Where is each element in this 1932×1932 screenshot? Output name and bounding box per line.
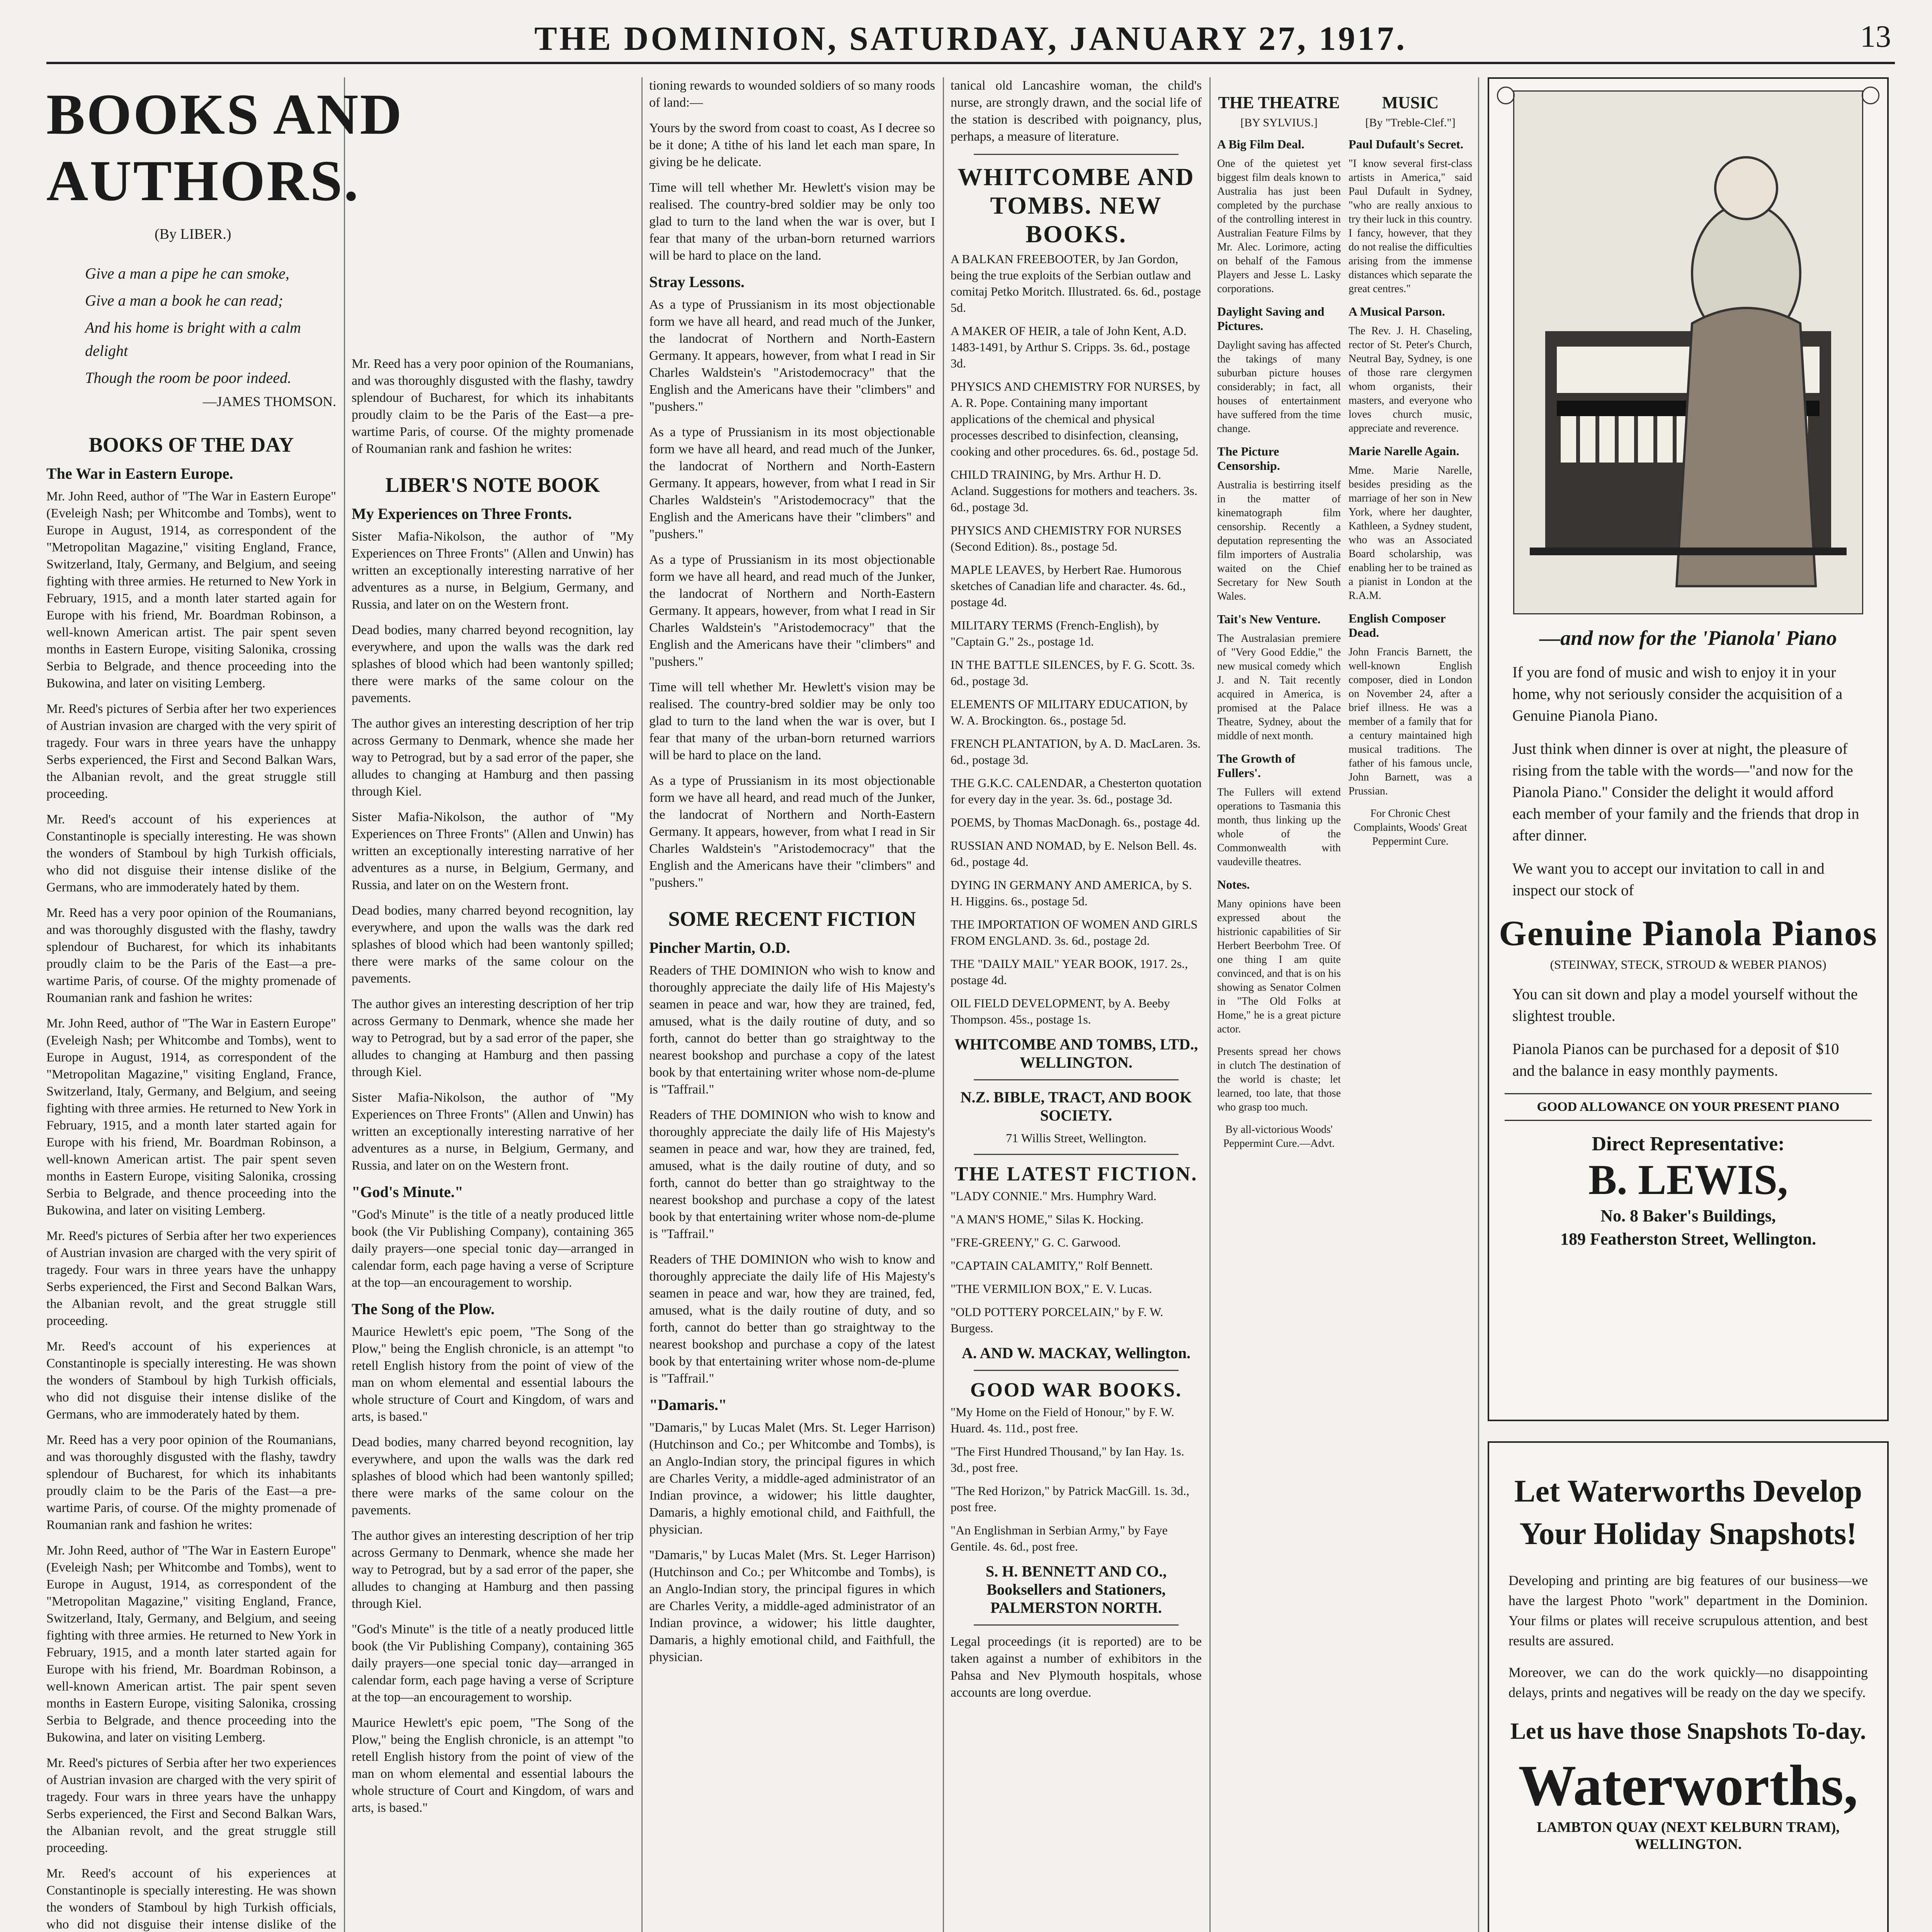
article-paragraph: "God's Minute" is the title of a neatly produced little book (the Vir Publishing Company), containing 365 daily prayers—one special tonic day—arranged in calendar form, each page having a verse of Scripture at the top—an encouragement to worship.: [352, 1208, 634, 1290]
article-paragraph: Dead bodies, many charred beyond recognition, lay everywhere, and upon the walls was the dark red splashes of blood which had been wantonly spilled; there were marks of the same colour on the pavements.: [352, 623, 634, 705]
advert-heading: Let Waterworths Develop Your Holiday Snapshots!: [1514, 1473, 1862, 1551]
advert-paragraph: You can sit down and play a model yourself without the slightest trouble.: [1512, 985, 1858, 1024]
article-paragraph: Mr. Reed has a very poor opinion of the Roumanians, and was thoroughly disgusted with the flashy, tawdry splendour of Bucharest, for which its inhabitants proudly claim to be the Paris of the East—a pre-wartime Paris, of course. Of the mighty promenade of Roumanian rank and fashion he writes:: [46, 1433, 336, 1532]
article-paragraph: "I know several first-class artists in America," said Paul Dufault in Sydney, "who are really anxious to try their luck in this country. I fancy, however, that they do not realise the difficulties arising from the immense distances which separate the great centres.": [1349, 158, 1472, 295]
advert-heading: THE LATEST FICTION.: [954, 1163, 1198, 1185]
theatre-byline: [BY SYLVIUS.]: [1240, 116, 1318, 129]
advert-heading: N.Z. BIBLE, TRACT, AND BOOK SOCIETY.: [960, 1088, 1192, 1124]
advert-paragraph: Pianola Pianos can be purchased for a deposit of $10 and the balance in easy monthly payments.: [1512, 1040, 1839, 1079]
fiction-column: [649, 77, 935, 1932]
book-listing: "The Red Horizon," by Patrick MacGill. 1s. 3d., post free.: [951, 1484, 1190, 1514]
column-rule: [943, 77, 944, 1932]
book-listing: FRENCH PLANTATION, by A. D. MacLaren. 3s. 6d., postage 3d.: [951, 736, 1201, 767]
book-listing: "The First Hundred Thousand," by Ian Hay. 1s. 3d., post free.: [951, 1444, 1184, 1475]
book-listing: CHILD TRAINING, by Mrs. Arthur H. D. Acland. Suggestions for mothers and teachers. 3s. 6d., postage 3d.: [951, 468, 1197, 514]
section-heading: THE THEATRE: [1218, 93, 1340, 112]
advert-footer: S. H. BENNETT AND CO., Booksellers and Stationers, PALMERSTON NORTH.: [985, 1563, 1167, 1616]
article-paragraph: Mr. Reed's account of his experiences at Constantinople is specially interesting. He was shown the wonders of Stamboul by high Turkish officials, who did not disguise their intense dislike of the: [46, 1866, 336, 1932]
book-listing: POEMS, by Thomas MacDonagh. 6s., postage 4d.: [951, 815, 1200, 829]
article-paragraph: Maurice Hewlett's epic poem, "The Song of the Plow," being the English chronicle, is an attempt "to retell English history from the point of view of the man on whom elemental and essential labours the whole structure of Court and Kingdom, of wars and arts, is based.": [352, 1325, 634, 1424]
piano-illustration: [1513, 90, 1863, 614]
article-paragraph: As a type of Prussianism in its most objectionable form we have all heard, and read much of the Junker, the landocrat of Northern and North-Eastern Germany. It appears, however, from what I read in Sir Charles Waldstein's "Aristodemocracy" that the English and the Americans have their "climbers" and "pushers.": [649, 553, 935, 669]
section-heading: MUSIC: [1382, 93, 1439, 112]
article-heading: Daylight Saving and Pictures.: [1217, 304, 1325, 333]
book-listing: PHYSICS AND CHEMISTRY FOR NURSES (Second Edition). 8s., postage 5d.: [951, 523, 1182, 553]
book-listing: PHYSICS AND CHEMISTRY FOR NURSES, by A. R. Pope. Containing many important applications of the chemical and physical processes described to disinfection, cleansing, cooking and other procedures. 6s. 6d., postage 5d.: [951, 379, 1201, 458]
advert-caption: —and now for the 'Pianola' Piano: [1539, 626, 1837, 650]
article-paragraph: "Damaris," by Lucas Malet (Mrs. St. Leger Harrison) (Hutchinson and Co.; per Whitcombe and Tombs), is an Anglo-Indian story, the principal figures in which are Charles Verity, a middle-aged administrator of an Indian province, a widower; his little daughter, Damaris, a highly emotional child, and Faithfull, the physician.: [649, 1420, 935, 1537]
book-listing: A BALKAN FREEBOOTER, by Jan Gordon, being the true exploits of the Serbian outlaw and comitaj Petko Moritch. Illustrated. 6s. 6d., postage 5d.: [951, 252, 1201, 315]
article-paragraph: The author gives an interesting description of her trip across Germany to Denmark, whence she made her way to Petrograd, but by a sad error of the paper, she alludes to changing at Hamburg and then passing through Kiel.: [352, 716, 634, 799]
advert-heading: WHITCOMBE AND TOMBS. NEW BOOKS.: [957, 163, 1195, 248]
article-paragraph: "Damaris," by Lucas Malet (Mrs. St. Leger Harrison) (Hutchinson and Co.; per Whitcombe and Tombs), is an Anglo-Indian story, the principal figures in which are Charles Verity, a middle-aged administrator of an Indian province, a widower; his little daughter, Damaris, a highly emotional child, and Faithfull, the physician.: [649, 1548, 935, 1664]
article-heading: Tait's New Venture.: [1217, 612, 1321, 626]
advert-paragraph: We want you to accept our invitation to call in and inspect our stock of: [1512, 860, 1825, 899]
book-listing: MILITARY TERMS (French-English), by "Captain G." 2s., postage 1d.: [951, 618, 1159, 648]
divider: [974, 1370, 1179, 1371]
article-paragraph: Australia is bestirring itself in the matter of kinematograph film censorship. Recently a deputation representing the film importers of Australia waited on the Chief Secretary for New South Wales.: [1217, 479, 1341, 602]
article-paragraph: Mr. John Reed, author of "The War in Eastern Europe" (Eveleigh Nash; per Whitcombe and Tombs), went to Europe in August, 1914, as correspondent of the "Metropolitan Magazine," visiting England, France, Switzerland, Italy, Germany, and Belgium, and seeing fighting with three armies. He returned to New York in February, 1915, and a month later started again for Europe with his friend, Mr. Boardman Robinson, a well-known American artist. The pair spent seven months in Eastern Europe, visiting Salonika, crossing Serbia to Belgrade, and thence proceeding into the Bukowina, and later on visiting Lemberg.: [46, 489, 336, 690]
advert-brand: Waterworths,: [1518, 1753, 1858, 1818]
article-heading: The Song of the Plow.: [352, 1300, 495, 1318]
book-listing: "OLD POTTERY PORCELAIN," by F. W. Burgess.: [951, 1305, 1163, 1335]
book-listing: "THE VERMILION BOX," E. V. Lucas.: [951, 1282, 1152, 1296]
books-title: BOOKS AND AUTHORS.: [46, 82, 403, 213]
poem-line: Though the room be poor indeed.: [85, 369, 292, 386]
article-paragraph: Dead bodies, many charred beyond recognition, lay everywhere, and upon the walls was the dark red splashes of blood which had been wantonly spilled; there were marks of the same colour on the pavements.: [352, 1435, 634, 1517]
book-lists-column: [951, 77, 1202, 1932]
article-paragraph: tioning rewards to wounded soldiers of so many roods of land:—: [649, 78, 935, 110]
article-paragraph: Maurice Hewlett's epic poem, "The Song of the Plow," being the English chronicle, is an attempt "to retell English history from the point of view of the man on whom elemental and essential labours the whole structure of Court and Kingdom, of wars and arts, is based.": [352, 1716, 634, 1815]
column-rule: [1209, 77, 1211, 1932]
article-paragraph: Mr. Reed's account of his experiences at Constantinople is specially interesting. He was shown the wonders of Stamboul by high Turkish officials, who did not disguise their intense dislike of the Germans, who are immoderately hated by them.: [46, 1339, 336, 1422]
article-paragraph: Mr. Reed has a very poor opinion of the Roumanians, and was thoroughly disgusted with the flashy, tawdry splendour of Bucharest, for which its inhabitants proudly claim to be the Paris of the East—a pre-wartime Paris, of course. Of the mighty promenade of Roumanian rank and fashion he writes:: [46, 906, 336, 1005]
book-listing: A MAKER OF HEIR, a tale of John Kent, A.D. 1483-1491, by Arthur S. Cripps. 3s. 6d., postage 3d.: [951, 324, 1190, 370]
article-paragraph: Sister Mafia-Nikolson, the author of "My Experiences on Three Fronts" (Allen and Unwin) has written an exceptionally interesting narrative of her adventures as a nurse, in Belgium, Germany, and Russia, and later on on the Western front.: [352, 529, 634, 612]
article-paragraph: One of the quietest yet biggest film deals known to Australia has just been completed by the purchase of the controlling interest in Australian Feature Films by Mr. Alec. Lorimore, acting on behalf of the Famous Players and Jesse L. Lasky corporations.: [1217, 158, 1341, 295]
book-listing: "FRE-GREENY," G. C. Garwood.: [951, 1235, 1121, 1249]
section-heading: SOME RECENT FICTION: [668, 907, 916, 930]
article-paragraph: Sister Mafia-Nikolson, the author of "My Experiences on Three Fronts" (Allen and Unwin) has written an exceptionally interesting narrative of her adventures as a nurse, in Belgium, Germany, and Russia, and later on on the Western front.: [352, 810, 634, 892]
article-paragraph: Mme. Marie Narelle, besides presiding as the marriage of her son in New York, where her daughter, Kathleen, a Sydney student, who was an Associated Board scholarship, was enabling her to be trained as a pianist in London at the R.A.M.: [1349, 464, 1472, 602]
article-paragraph: Readers of THE DOMINION who wish to know and thoroughly appreciate the daily life of His Majesty's seamen in peace and war, how they are trained, fed, amused, what is the daily routine of duty, and so forth, cannot do better than go straightway to the nearest bookshop and purchase a copy of the latest book by that entertaining writer whose nom-de-plume is "Taffrail.": [649, 963, 935, 1097]
advert-line: For Chronic Chest Complaints, Woods' Great Peppermint Cure.: [1354, 808, 1467, 847]
article-heading: "God's Minute.": [352, 1183, 463, 1201]
column-rule: [1478, 77, 1479, 1932]
book-listing: THE G.K.C. CALENDAR, a Chesterton quotation for every day in the year. 3s. 6d., postage 3d.: [951, 776, 1202, 806]
advert-brand: Genuine Pianola Pianos: [1499, 913, 1878, 953]
theatre-column: [1217, 77, 1341, 1932]
ornament-icon: [1497, 87, 1515, 104]
article-heading: The War in Eastern Europe.: [46, 465, 233, 482]
article-paragraph: "God's Minute" is the title of a neatly produced little book (the Vir Publishing Company), containing 365 daily prayers—one special tonic day—arranged in calendar form, each page having a verse of Scripture at the top—an encouragement to worship.: [352, 1622, 634, 1704]
article-paragraph: The author gives an interesting description of her trip across Germany to Denmark, whence she made her way to Petrograd, but by a sad error of the paper, she alludes to changing at Hamburg and then passing through Kiel.: [352, 997, 634, 1079]
advert-address: LAMBTON QUAY (NEXT KELBURN TRAM), WELLINGTON.: [1537, 1819, 1840, 1852]
article-heading: Pincher Martin, O.D.: [649, 939, 790, 956]
music-column: [1349, 77, 1472, 1932]
book-listing: DYING IN GERMANY AND AMERICA, by S. H. Higgins. 6s., postage 5d.: [951, 878, 1192, 908]
masthead: [46, 15, 1895, 64]
section-heading: LIBER'S NOTE BOOK: [385, 473, 600, 497]
article-heading: My Experiences on Three Fronts.: [352, 505, 572, 522]
divider: [974, 1079, 1179, 1080]
advert-line: By all-victorious Woods' Peppermint Cure.—Advt.: [1223, 1124, 1335, 1150]
article-paragraph: The Australasian premiere of "Very Good Eddie," the new musical comedy which J. and N. Tait recently acquired in America, is promised at the Palace Theatre, Sydney, about the middle of next month.: [1217, 633, 1341, 742]
ornament-icon: [1862, 87, 1879, 104]
section-heading: BOOKS OF THE DAY: [88, 433, 294, 456]
book-listing: "An Englishman in Serbian Army," by Faye Gentile. 4s. 6d., post free.: [951, 1523, 1168, 1553]
advert-paragraph: If you are fond of music and wish to enjoy it in your home, why not seriously consider the acquisition of a Genuine Pianola Piano.: [1512, 663, 1843, 724]
article-paragraph: Mr. Reed's pictures of Serbia after her two experiences of Austrian invasion are charged with the very spirit of tragedy. Four wars in three years have the unhappy Serbs experienced, the First and Second Balkan Wars, the Albanian revolt, and the great struggle still proceeding.: [46, 702, 336, 801]
book-listing: RUSSIAN AND NOMAD, by E. Nelson Bell. 4s. 6d., postage 4d.: [951, 838, 1197, 869]
books-column-1: [46, 77, 403, 1932]
book-listing: IN THE BATTLE SILENCES, by F. G. Scott. 3s. 6d., postage 3d.: [951, 658, 1195, 688]
article-paragraph: Mr. John Reed, author of "The War in Eastern Europe" (Eveleigh Nash; per Whitcombe and Tombs), went to Europe in August, 1914, as correspondent of the "Metropolitan Magazine," visiting England, France, Switzerland, Italy, Germany, and Belgium, and seeing fighting with three armies. He returned to New York in February, 1915, and a month later started again for Europe with his friend, Mr. Boardman Robinson, a well-known American artist. The pair spent seven months in Eastern Europe, visiting Salonika, crossing Serbia to Belgrade, and thence proceeding into the Bukowina, and later on visiting Lemberg.: [46, 1016, 336, 1218]
article-heading: A Big Film Deal.: [1217, 137, 1304, 151]
poem-line: Give a man a book he can read;: [85, 292, 283, 309]
book-listing: "My Home on the Field of Honour," by F. W. Huard. 4s. 11d., post free.: [951, 1405, 1174, 1435]
pianola-advert: [1488, 77, 1889, 1421]
book-listing: "LADY CONNIE." Mrs. Humphry Ward.: [951, 1189, 1156, 1203]
advert-paragraph: Just think when dinner is over at night, the pleasure of rising from the table with the words—"and now for the Pianola Piano." Consider the delight it would afford each member of your family and the friends that drop in after dinner.: [1512, 740, 1859, 844]
divider: [974, 1624, 1179, 1626]
article-heading: Paul Dufault's Secret.: [1349, 137, 1464, 151]
poem-line: And his home is bright with a calm delight: [85, 319, 301, 359]
article-paragraph: Sister Mafia-Nikolson, the author of "My Experiences on Three Fronts" (Allen and Unwin) has written an exceptionally interesting narrative of her adventures as a nurse, in Belgium, Germany, and Russia, and later on on the Western front.: [352, 1090, 634, 1173]
advert-paragraph: Developing and printing are big features of our business—we have the largest Photo "work" department in the Dominion. Your films or plates will receive scrupulous attention, and best results are assured.: [1509, 1573, 1868, 1648]
article-paragraph: Readers of THE DOMINION who wish to know and thoroughly appreciate the daily life of His Majesty's seamen in peace and war, how they are trained, fed, amused, what is the daily routine of duty, and so forth, cannot do better than go straightway to the nearest bookshop and purchase a copy of the latest book by that entertaining writer whose nom-de-plume is "Taffrail.": [649, 1108, 935, 1241]
article-paragraph: Time will tell whether Mr. Hewlett's vision may be realised. The country-bred soldier may be only too glad to turn to the land when the war is over, but I fear that many of the urban-born returned warriors will be hard to place on the land.: [649, 180, 935, 263]
poem-line: Give a man a pipe he can smoke,: [85, 265, 289, 282]
poem-author: —JAMES THOMSON.: [202, 394, 336, 409]
books-column-2: [352, 355, 634, 1932]
article-paragraph: John Francis Barnett, the well-known English composer, died in London on November 24, after a brief illness. He was a member of a family that for a century maintained high musical traditions. The father of his famous uncle, John Barnett, was a Prussian.: [1349, 646, 1472, 797]
book-listing: "CAPTAIN CALAMITY," Rolf Bennett.: [951, 1259, 1153, 1272]
article-paragraph: As a type of Prussianism in its most objectionable form we have all heard, and read much of the Junker, the landocrat of Northern and North-Eastern Germany. It appears, however, from what I read in Sir Charles Waldstein's "Aristodemocracy" that the English and the Americans have their "climbers" and "pushers.": [649, 298, 935, 414]
advert-footer: WHITCOMBE AND TOMBS, LTD., WELLINGTON.: [954, 1036, 1198, 1071]
article-paragraph: Yours by the sword from coast to coast, As I decree so be it done; A tithe of his land let each man spare, In giving be he delicate.: [649, 121, 935, 169]
advert-heading: GOOD WAR BOOKS.: [970, 1379, 1182, 1401]
article-paragraph: Mr. John Reed, author of "The War in Eastern Europe" (Eveleigh Nash; per Whitcombe and Tombs), went to Europe in August, 1914, as correspondent of the "Metropolitan Magazine," visiting England, France, Switzerland, Italy, Germany, and Belgium, and seeing fighting with three armies. He returned to New York in February, 1915, and a month later started again for Europe with his friend, Mr. Boardman Robinson, a well-known American artist. The pair spent seven months in Eastern Europe, visiting Salonika, crossing Serbia to Belgrade, and thence proceeding into the Bukowina, and later on visiting Lemberg.: [46, 1543, 336, 1745]
article-paragraph: As a type of Prussianism in its most objectionable form we have all heard, and read much of the Junker, the landocrat of Northern and North-Eastern Germany. It appears, however, from what I read in Sir Charles Waldstein's "Aristodemocracy" that the English and the Americans have their "climbers" and "pushers.": [649, 774, 935, 890]
music-byline: [By "Treble-Clef."]: [1365, 116, 1456, 129]
advert-footer: A. AND W. MACKAY, Wellington.: [962, 1344, 1190, 1362]
article-paragraph: Presents spread her chows in clutch The destination of the world is chaste; let learned, too late, that those who grasp too much.: [1217, 1046, 1341, 1113]
article-paragraph: tanical old Lancashire woman, the child's nurse, are strongly drawn, and the social life of the station is described with poignancy, plus, perhaps, a measure of literature.: [951, 78, 1202, 144]
article-heading: English Composer Dead.: [1349, 611, 1446, 639]
waterworths-advert: [1488, 1441, 1889, 1932]
advert-name: B. LEWIS,: [1588, 1156, 1788, 1203]
article-heading: Stray Lessons.: [649, 273, 745, 291]
book-listing: THE IMPORTATION OF WOMEN AND GIRLS FROM ENGLAND. 3s. 6d., postage 2d.: [951, 917, 1198, 947]
article-paragraph: The Rev. J. H. Chaseling, rector of St. Peter's Church, Neutral Bay, Sydney, is one of those rare clergymen whom organists, their masters, and everyone who loves church music, appreciate and reverence.: [1349, 325, 1472, 434]
book-listing: "A MAN'S HOME," Silas K. Hocking.: [951, 1212, 1144, 1226]
divider: [974, 1154, 1179, 1155]
article-paragraph: Mr. Reed's pictures of Serbia after her two experiences of Austrian invasion are charged with the very spirit of tragedy. Four wars in three years have the unhappy Serbs experienced, the First and Second Balkan Wars, the Albanian revolt, and the great struggle still proceeding.: [46, 1756, 336, 1855]
article-paragraph: The Fullers will extend operations to Tasmania this month, thus linking up the whole of the Commonwealth with vaudeville theatres.: [1217, 786, 1341, 868]
article-paragraph: The author gives an interesting description of her trip across Germany to Denmark, whence she made her way to Petrograd, but by a sad error of the paper, she alludes to changing at Hamburg and then passing through Kiel.: [352, 1529, 634, 1611]
article-heading: The Picture Censorship.: [1217, 444, 1280, 473]
article-heading: Notes.: [1217, 878, 1250, 891]
article-paragraph: Dead bodies, many charred beyond recognition, lay everywhere, and upon the walls was the dark red splashes of blood which had been wantonly spilled; there were marks of the same colour on the pavements.: [352, 903, 634, 986]
advert-call-to-action: Let us have those Snapshots To-day.: [1510, 1718, 1866, 1744]
divider: [974, 154, 1179, 155]
article-heading: "Damaris.": [649, 1396, 727, 1413]
article-paragraph: Mr. Reed's pictures of Serbia after her two experiences of Austrian invasion are charged with the very spirit of tragedy. Four wars in three years have the unhappy Serbs experienced, the First and Second Balkan Wars, the Albanian revolt, and the great struggle still proceeding.: [46, 1229, 336, 1328]
column-rule: [641, 77, 643, 1932]
advert-address: 71 Willis Street, Wellington.: [1006, 1131, 1146, 1145]
article-heading: Marie Narelle Again.: [1349, 444, 1459, 458]
article-paragraph: Daylight saving has affected the takings of many suburban picture houses considerably; in fact, all houses of entertainment have suffered from the time change.: [1217, 339, 1341, 435]
page-number: 13: [1860, 20, 1891, 54]
advert-address: No. 8 Baker's Buildings,: [1600, 1206, 1776, 1225]
article-paragraph: Legal proceedings (it is reported) are to be taken against a number of exhibitors in the Pahsa and Nev Plymouth hospitals, whose accounts are long overdue.: [951, 1634, 1202, 1700]
newspaper-title: THE DOMINION, SATURDAY, JANUARY 27, 1917.: [534, 20, 1407, 58]
article-paragraph: Many opinions have been expressed about the histrionic capabilities of Sir Herbert Beerbohm Tree. Of one thing I am quite convinced, and that is on his showing as Senator Colmen in "The Old Folks at Home," he is a great picture actor.: [1217, 898, 1341, 1035]
article-paragraph: Time will tell whether Mr. Hewlett's vision may be realised. The country-bred soldier may be only too glad to turn to the land when the war is over, but I fear that many of the urban-born returned warriors will be hard to place on the land.: [649, 680, 935, 762]
advert-subtitle: (STEINWAY, STECK, STROUD & WEBER PIANOS): [1550, 957, 1827, 971]
advert-representative: Direct Representative:: [1592, 1133, 1785, 1155]
article-heading: The Growth of Fullers'.: [1217, 752, 1296, 780]
book-listing: OIL FIELD DEVELOPMENT, by A. Beeby Thompson. 45s., postage 1s.: [951, 996, 1170, 1026]
column-rule: [344, 77, 345, 1932]
book-listing: ELEMENTS OF MILITARY EDUCATION, by W. A. Brockington. 6s., postage 5d.: [951, 697, 1188, 727]
advert-paragraph: Moreover, we can do the work quickly—no disappointing delays, prints and negatives will be ready on the day we specify.: [1509, 1665, 1868, 1700]
article-paragraph: Mr. Reed has a very poor opinion of the Roumanians, and was thoroughly disgusted with the flashy, tawdry splendour of Bucharest, for which its inhabitants proudly claim to be the Paris of the East—a pre-wartime Paris, of course. Of the mighty promenade of Roumanian rank and fashion he writes:: [352, 357, 634, 456]
book-listing: MAPLE LEAVES, by Herbert Rae. Humorous sketches of Canadian life and character. 4s. 6d., postage 4d.: [951, 563, 1186, 609]
article-paragraph: Readers of THE DOMINION who wish to know and thoroughly appreciate the daily life of His Majesty's seamen in peace and war, how they are trained, fed, amused, what is the daily routine of duty, and so forth, cannot do better than go straightway to the nearest bookshop and purchase a copy of the latest book by that entertaining writer whose nom-de-plume is "Taffrail.": [649, 1252, 935, 1386]
books-byline: (By LIBER.): [155, 226, 231, 242]
advert-banner: GOOD ALLOWANCE ON YOUR PRESENT PIANO: [1505, 1093, 1872, 1121]
article-heading: A Musical Parson.: [1349, 304, 1445, 318]
piano-player-icon: [1514, 92, 1862, 613]
article-paragraph: As a type of Prussianism in its most objectionable form we have all heard, and read much of the Junker, the landocrat of Northern and North-Eastern Germany. It appears, however, from what I read in Sir Charles Waldstein's "Aristodemocracy" that the English and the Americans have their "climbers" and "pushers.": [649, 425, 935, 541]
advert-address: 189 Featherston Street, Wellington.: [1560, 1230, 1816, 1248]
article-paragraph: Mr. Reed's account of his experiences at Constantinople is specially interesting. He was shown the wonders of Stamboul by high Turkish officials, who did not disguise their intense dislike of the Germans, who are immoderately hated by them.: [46, 812, 336, 895]
book-listing: THE "DAILY MAIL" YEAR BOOK, 1917. 2s., postage 4d.: [951, 957, 1188, 987]
